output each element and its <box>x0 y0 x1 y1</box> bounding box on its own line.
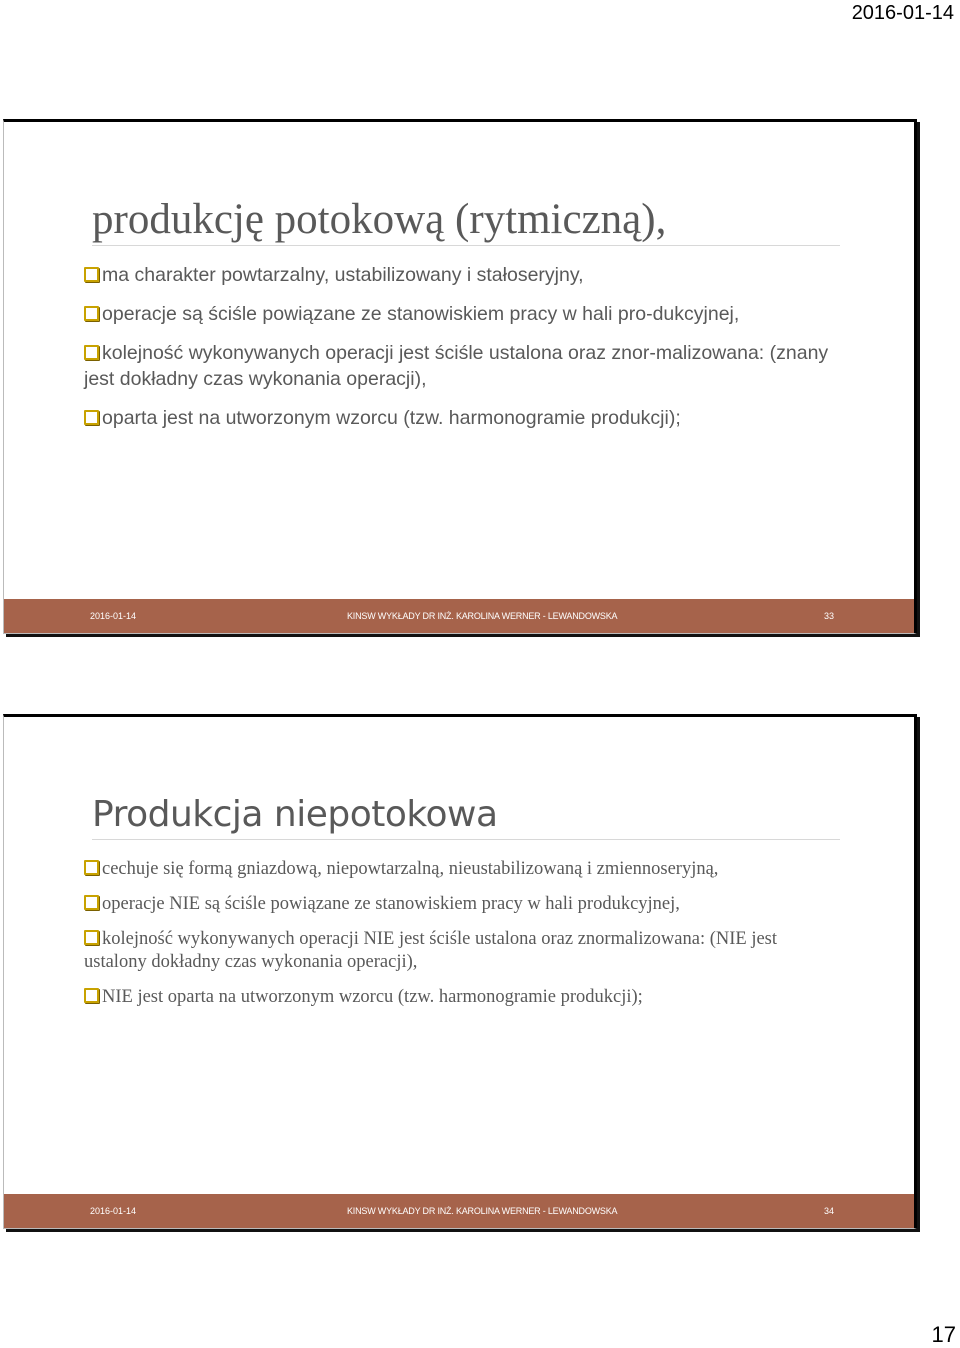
footer-author: KINSW WYKŁADY DR INŻ. KAROLINA WERNER - LEWANDOWSKA <box>347 1206 618 1216</box>
slide-34 <box>3 714 917 1229</box>
bullet-text: operacje NIE są ściśle powiązane ze stanowiskiem pracy w hali produkcyjnej, <box>102 894 680 914</box>
bullet-text: NIE jest oparta na utworzonym wzorcu (tzw. harmonogramie produkcji); <box>102 987 643 1007</box>
checkbox-square-icon <box>84 345 99 360</box>
checkbox-square-icon <box>84 988 99 1003</box>
list-item <box>84 262 844 288</box>
bullet-text: oparta jest na utworzonym wzorcu (tzw. harmonogramie produkcji); <box>102 407 681 429</box>
footer-date: 2016-01-14 <box>90 1206 137 1216</box>
slide-number: 34 <box>824 1206 835 1216</box>
list-item <box>84 340 844 392</box>
checkbox-square-icon <box>84 895 99 910</box>
list-item <box>84 893 844 916</box>
bullet-list <box>84 858 844 1021</box>
slide-title: Produkcja niepotokowa <box>92 797 840 840</box>
list-item <box>84 858 844 881</box>
bullet-text: ma charakter powtarzalny, ustabilizowany i stałoseryjny, <box>102 264 584 286</box>
page-number: 17 <box>931 1322 956 1347</box>
footer-date: 2016-01-14 <box>90 611 137 621</box>
bullet-list <box>84 262 844 444</box>
bullet-text: kolejność wykonywanych operacji NIE jest ściśle ustalona oraz znormalizowana: (NIE jest ustalony dokładny czas wykonania operacji), <box>84 929 778 972</box>
checkbox-square-icon <box>84 930 99 945</box>
slide-footer <box>4 1194 914 1228</box>
slide-footer <box>4 599 914 633</box>
list-item <box>84 986 844 1009</box>
bullet-text: operacje są ściśle powiązane ze stanowiskiem pracy w hali pro-dukcyjnej, <box>102 303 740 325</box>
list-item <box>84 405 844 431</box>
bullet-text: kolejność wykonywanych operacji jest ściśle ustalona oraz znor-malizowana: (znany jest dokładny czas wykonania operacji), <box>84 342 829 390</box>
slide-title: produkcję potokową (rytmiczną), <box>92 198 840 246</box>
checkbox-square-icon <box>84 306 99 321</box>
checkbox-square-icon <box>84 860 99 875</box>
list-item <box>84 301 844 327</box>
footer-author: KINSW WYKŁADY DR INŻ. KAROLINA WERNER - LEWANDOWSKA <box>347 611 618 621</box>
list-item <box>84 928 844 974</box>
checkbox-square-icon <box>84 410 99 425</box>
bullet-text: cechuje się formą gniazdową, niepowtarzalną, nieustabilizowaną i zmiennoseryjną, <box>102 859 719 879</box>
slide-number: 33 <box>824 611 835 621</box>
page-header-date: 2016-01-14 <box>851 2 954 24</box>
slide-33 <box>3 119 917 634</box>
checkbox-square-icon <box>84 267 99 282</box>
